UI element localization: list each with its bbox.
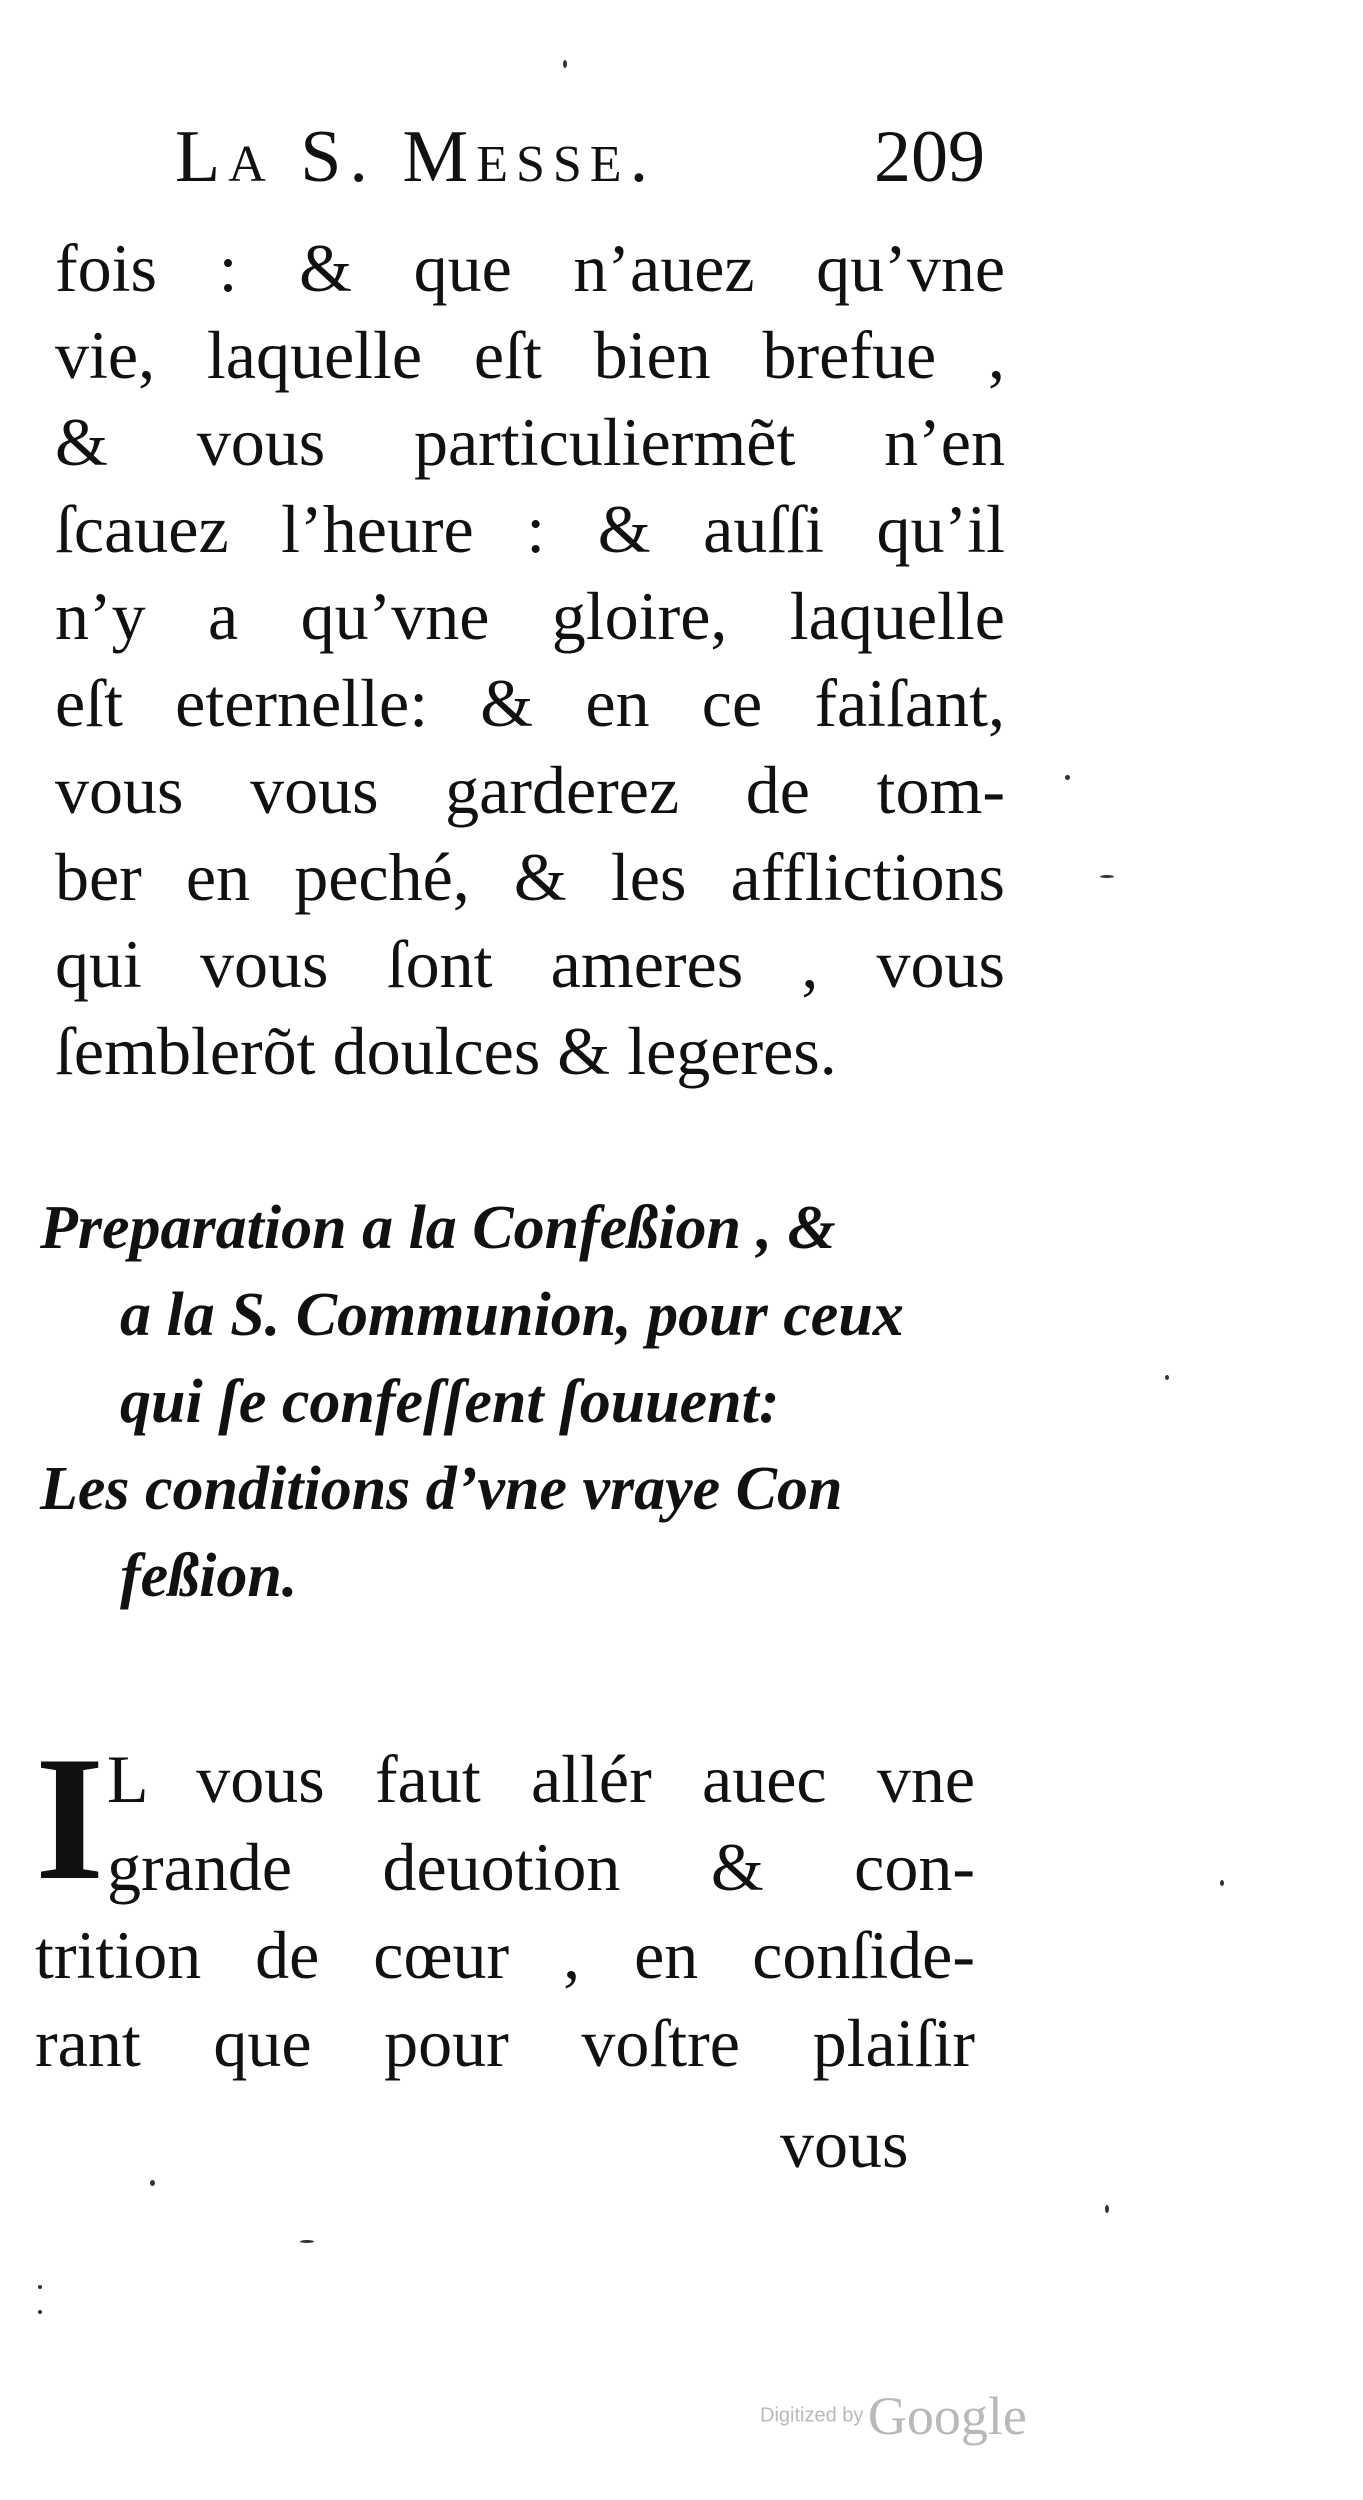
- section-heading: [40, 1185, 1000, 1620]
- text-line: fois : & que n’auez qu’vne: [55, 230, 1005, 306]
- text-line: trition de cœur , en conſide-: [35, 1917, 975, 1993]
- text-line: & vous particuliermẽt n’en: [55, 404, 1005, 480]
- text-line: eſt eternelle: & en ce faiſant,: [55, 665, 1005, 741]
- catchword: vous: [780, 2106, 909, 2182]
- page-header: [175, 115, 995, 215]
- subheading-line: feßion.: [120, 1542, 298, 1610]
- text-line: vous vous garderez de tom-: [55, 752, 1005, 828]
- scan-speck: [1100, 875, 1114, 878]
- text-line: ſemblerõt doulces & legeres.: [55, 1013, 837, 1089]
- digitization-watermark: [760, 2385, 1027, 2447]
- text-line: n’y a qu’vne gloire, laquelle: [55, 578, 1005, 654]
- text-line: vie, laquelle eſt bien brefue ,: [55, 317, 1005, 393]
- scan-speck: [38, 2310, 42, 2314]
- text-line: qui vous ſont ameres , vous: [55, 926, 1005, 1002]
- running-head: La S. Messe.: [175, 116, 657, 198]
- heading-line: a la S. Communion, pour ceux: [120, 1281, 904, 1349]
- scan-speck: [563, 60, 567, 68]
- scan-speck: [38, 2285, 42, 2289]
- scan-speck: [1165, 1375, 1169, 1380]
- scan-speck: [1105, 2205, 1109, 2213]
- text-line: grande deuotion & con-: [107, 1829, 975, 1905]
- heading-line: qui ſe confeſſent ſouuent:: [120, 1368, 780, 1436]
- paragraph-new-section: [35, 1719, 975, 2087]
- scan-speck: [1065, 775, 1070, 780]
- watermark-prefix: Digitized by: [760, 2404, 864, 2427]
- text-line: rant que pour voſtre plaiſir: [35, 2005, 975, 2081]
- scan-speck: [150, 2180, 155, 2186]
- text-line: L vous faut allér auec vne: [107, 1741, 975, 1817]
- text-line: ber en peché, & les afflictions: [55, 839, 1005, 915]
- watermark-brand: Google: [867, 2386, 1027, 2446]
- drop-cap: I: [35, 1719, 105, 1917]
- page-number: 209: [874, 116, 985, 198]
- scan-speck: [1220, 1880, 1224, 1886]
- text-line: ſcauez l’heure : & auſſi qu’il: [55, 491, 1005, 567]
- heading-line: Preparation a la Confeßion , &: [40, 1194, 836, 1262]
- subheading-line: Les conditions d’vne vraye Con: [40, 1455, 843, 1523]
- scan-speck: [300, 2240, 314, 2243]
- paragraph-continuation: [55, 225, 1005, 1095]
